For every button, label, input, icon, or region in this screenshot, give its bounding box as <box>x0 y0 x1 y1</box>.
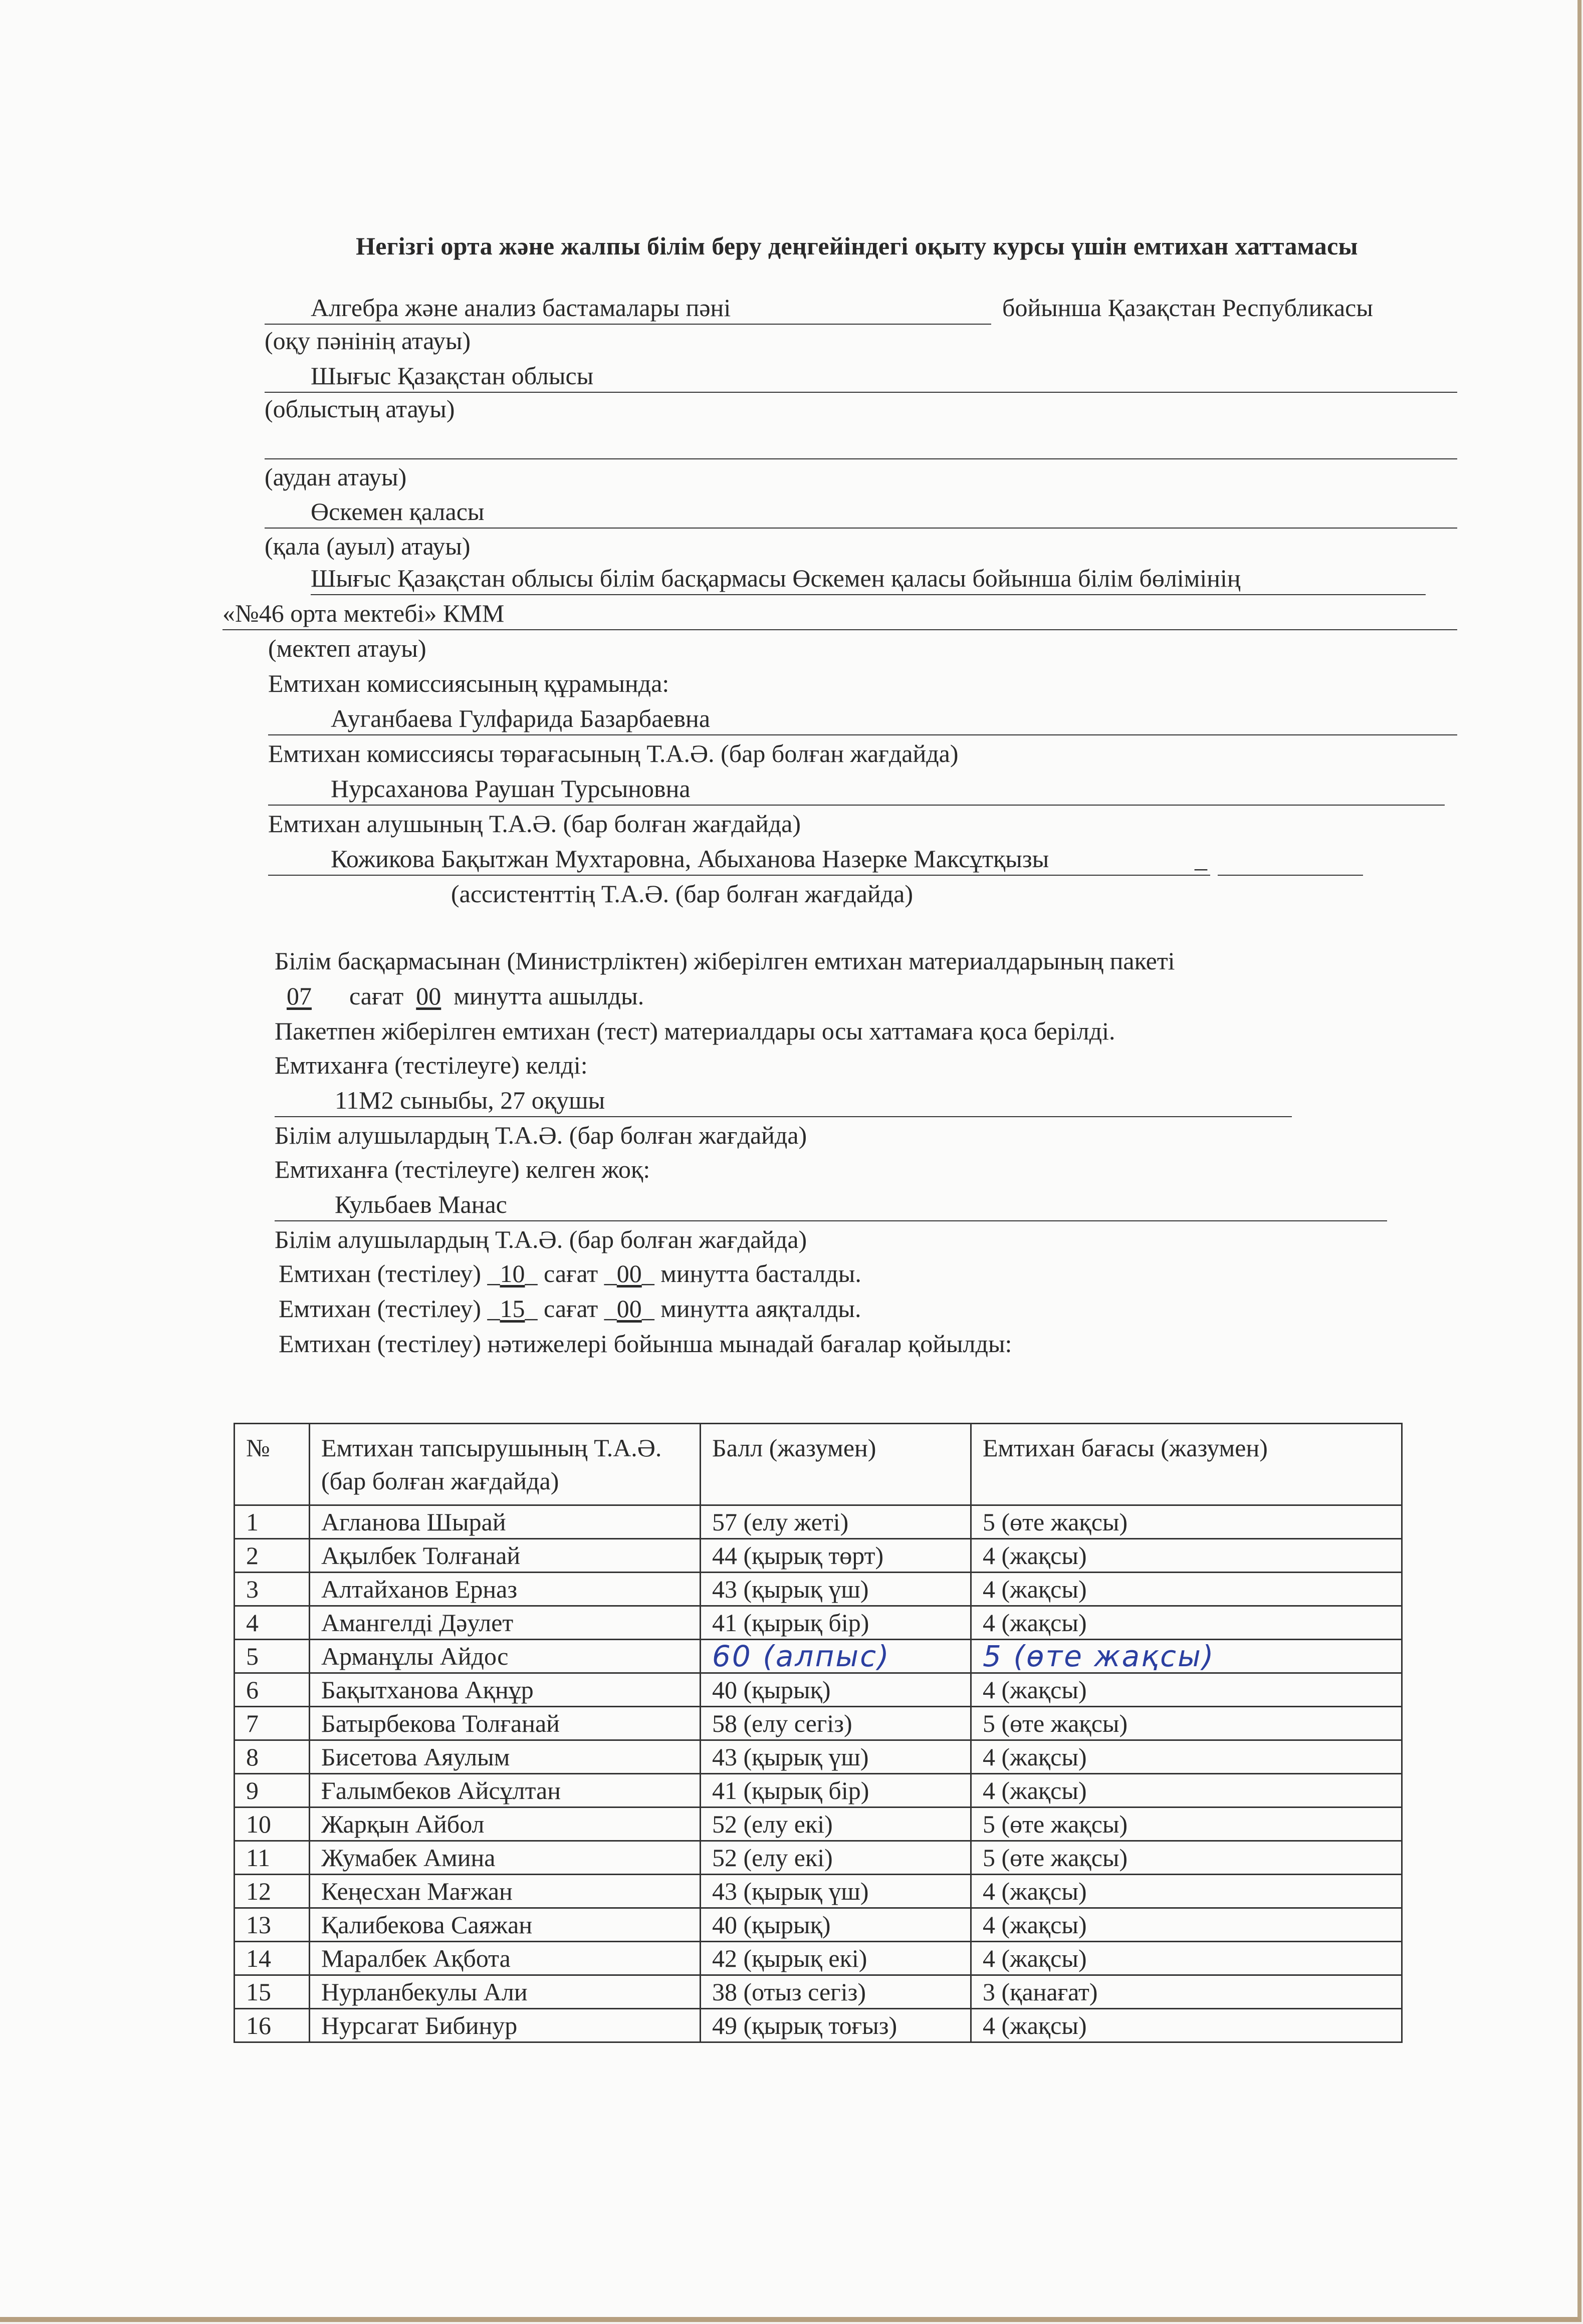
examiner-underline <box>268 805 1445 806</box>
score-cell: 43 (қырық үш) <box>701 1875 971 1908</box>
table-header-row <box>235 1424 1402 1505</box>
table-row <box>235 1640 1402 1673</box>
results-table <box>234 1423 1403 2043</box>
student-name: Қалибекова Саяжан <box>310 1908 701 1942</box>
score-cell: 49 (қырық тоғыз) <box>701 2009 971 2042</box>
header-name: Емтихан тапсырушының Т.А.Ә. (бар болған жағдайда) <box>310 1424 701 1505</box>
student-name: Бисетова Аяулым <box>310 1740 701 1774</box>
exam-start-hour: 10 <box>500 1259 525 1287</box>
score-cell: 42 (қырық екі) <box>701 1942 971 1975</box>
grade-cell: 5 (өте жақсы) <box>971 1505 1402 1539</box>
score-cell: 41 (қырық бір) <box>701 1606 971 1640</box>
region-underline <box>265 392 1457 393</box>
table-row <box>235 1908 1402 1942</box>
row-number: 12 <box>235 1875 310 1908</box>
score-cell: 41 (қырық бір) <box>701 1774 971 1807</box>
assistants-names: Кожикова Бақытжан Мухтаровна, Абыханова Назерке Максұтқызы <box>331 845 1049 873</box>
results-intro: Емтихан (тестілеу) нәтижелері бойынша мынадай бағалар қойылды: <box>279 1330 1012 1358</box>
student-name: Ғалымбеков Айсұлтан <box>310 1774 701 1807</box>
table-row <box>235 1774 1402 1807</box>
row-number: 10 <box>235 1807 310 1841</box>
school-underline-2 <box>222 629 1457 630</box>
package-hour: 07 <box>287 982 312 1010</box>
grade-cell: 4 (жақсы) <box>971 1740 1402 1774</box>
student-name: Бақытханова Ақнұр <box>310 1673 701 1707</box>
row-number: 2 <box>235 1539 310 1573</box>
city-value: Өскемен қаласы <box>311 497 485 526</box>
row-number: 4 <box>235 1606 310 1640</box>
table-row <box>235 1875 1402 1908</box>
attended-heading: Емтиханға (тестілеуге) келді: <box>275 1051 588 1079</box>
grade-cell: 4 (жақсы) <box>971 1774 1402 1807</box>
table-row <box>235 1539 1402 1573</box>
attended-caption: Білім алушылардың Т.А.Ә. (бар болған жағдайда) <box>275 1121 807 1149</box>
city-underline <box>265 528 1457 529</box>
score-cell: 40 (қырық) <box>701 1908 971 1942</box>
grade-cell-handwritten: 5 (өте жақсы) <box>971 1640 1402 1673</box>
score-cell: 43 (қырық үш) <box>701 1573 971 1606</box>
region-caption: (облыстың атауы) <box>265 395 455 423</box>
row-number: 7 <box>235 1707 310 1740</box>
grade-cell: 4 (жақсы) <box>971 1942 1402 1975</box>
grade-cell: 4 (жақсы) <box>971 2009 1402 2042</box>
row-number: 16 <box>235 2009 310 2042</box>
subject-caption: (оқу пәнінің атауы) <box>265 327 471 355</box>
subject-underline <box>265 324 991 325</box>
school-caption: (мектеп атауы) <box>268 634 426 662</box>
table-row <box>235 1807 1402 1841</box>
student-name: Кеңесхан Мағжан <box>310 1875 701 1908</box>
score-cell: 58 (елу сегіз) <box>701 1707 971 1740</box>
grade-cell: 4 (жақсы) <box>971 1573 1402 1606</box>
grade-cell: 5 (өте жақсы) <box>971 1707 1402 1740</box>
grade-cell: 4 (жақсы) <box>971 1539 1402 1573</box>
student-name: Агланова Шырай <box>310 1505 701 1539</box>
table-row <box>235 2009 1402 2042</box>
school-line-2: «№46 орта мектебі» КММ <box>222 599 505 627</box>
package-minute: 00 <box>416 982 441 1010</box>
district-underline <box>265 458 1457 459</box>
student-name: Алтайханов Ерназ <box>310 1573 701 1606</box>
exam-end-minute: 00 <box>616 1295 642 1323</box>
commission-heading: Емтихан комиссиясының құрамында: <box>268 669 669 697</box>
exam-start: Емтихан (тестілеу) _10_ сағат _00_ минутта басталды. <box>279 1259 861 1287</box>
score-cell: 40 (қырық) <box>701 1673 971 1707</box>
score-cell: 57 (елу жеті) <box>701 1505 971 1539</box>
header-grade: Емтихан бағасы (жазумен) <box>971 1424 1402 1505</box>
assistants-caption: (ассистенттің Т.А.Ә. (бар болған жағдайда) <box>451 880 913 908</box>
student-name: Нурсагат Бибинур <box>310 2009 701 2042</box>
grade-cell: 4 (жақсы) <box>971 1908 1402 1942</box>
grade-cell: 3 (қанағат) <box>971 1975 1402 2009</box>
exam-start-suffix: минутта басталды. <box>660 1259 861 1287</box>
attended-underline <box>275 1116 1292 1117</box>
grade-cell: 4 (жақсы) <box>971 1875 1402 1908</box>
exam-end: Емтихан (тестілеу) _15_ сағат _00_ минутта аяқталды. <box>279 1295 861 1323</box>
grade-cell: 4 (жақсы) <box>971 1606 1402 1640</box>
subject-value: Алгебра және анализ бастамалары пәні <box>311 294 731 322</box>
table-row <box>235 1573 1402 1606</box>
package-minute-word: минутта ашылды. <box>454 982 644 1010</box>
absent-caption: Білім алушылардың Т.А.Ә. (бар болған жағдайда) <box>275 1225 807 1253</box>
exam-start-prefix: Емтихан (тестілеу) <box>279 1259 482 1287</box>
exam-start-minute: 00 <box>616 1259 642 1287</box>
score-cell: 38 (отыз сегіз) <box>701 1975 971 2009</box>
student-name: Жарқын Айбол <box>310 1807 701 1841</box>
table-row <box>235 1942 1402 1975</box>
header-number: № <box>235 1424 310 1505</box>
row-number: 5 <box>235 1640 310 1673</box>
row-number: 9 <box>235 1774 310 1807</box>
row-number: 1 <box>235 1505 310 1539</box>
score-cell: 44 (қырық төрт) <box>701 1539 971 1573</box>
student-name: Маралбек Ақбота <box>310 1942 701 1975</box>
grade-cell: 4 (жақсы) <box>971 1673 1402 1707</box>
exam-end-prefix: Емтихан (тестілеу) <box>279 1295 482 1323</box>
table-row <box>235 1707 1402 1740</box>
chair-name: Ауганбаева Гулфарида Базарбаевна <box>331 704 711 732</box>
row-number: 3 <box>235 1573 310 1606</box>
package-time <box>287 981 644 1011</box>
row-number: 15 <box>235 1975 310 2009</box>
grade-cell: 5 (өте жақсы) <box>971 1807 1402 1841</box>
package-line: Білім басқармасынан (Министрліктен) жіберілген емтихан материалдарының пакеті <box>275 947 1175 975</box>
table-row <box>235 1505 1402 1539</box>
subject-suffix: бойынша Қазақстан Республикасы <box>1002 294 1373 322</box>
absent-heading: Емтиханға (тестілеуге) келген жоқ: <box>275 1155 650 1183</box>
table-row <box>235 1673 1402 1707</box>
student-name: Амангелді Дәулет <box>310 1606 701 1640</box>
score-cell-handwritten: 60 (алпыс) <box>701 1640 971 1673</box>
score-cell: 52 (елу екі) <box>701 1841 971 1875</box>
exam-end-hour: 15 <box>500 1295 525 1323</box>
table-row <box>235 1606 1402 1640</box>
row-number: 11 <box>235 1841 310 1875</box>
attached-note: Пакетпен жіберілген емтихан (тест) материалдары осы хаттамаға қоса берілді. <box>275 1017 1115 1045</box>
student-name: Нурланбекулы Али <box>310 1975 701 2009</box>
assistants-underline-tail <box>1218 875 1363 876</box>
student-name: Жумабек Амина <box>310 1841 701 1875</box>
table-row <box>235 1740 1402 1774</box>
student-name: Арманұлы Айдос <box>310 1640 701 1673</box>
region-value: Шығыс Қазақстан облысы <box>311 362 594 390</box>
examiner-caption: Емтихан алушының Т.А.Ә. (бар болған жағдайда) <box>268 810 801 838</box>
table-row <box>235 1975 1402 2009</box>
row-number: 13 <box>235 1908 310 1942</box>
attended-value: 11М2 сыныбы, 27 оқушы <box>335 1086 605 1114</box>
row-number: 8 <box>235 1740 310 1774</box>
package-hour-word: сағат <box>349 982 404 1010</box>
grade-cell: 5 (өте жақсы) <box>971 1841 1402 1875</box>
score-cell: 52 (елу екі) <box>701 1807 971 1841</box>
row-number: 6 <box>235 1673 310 1707</box>
header-score: Балл (жазумен) <box>701 1424 971 1505</box>
assistants-tail: _ <box>1195 845 1207 873</box>
school-line-1: Шығыс Қазақстан облысы білім басқармасы Өскемен қаласы бойынша білім бөлімінің <box>311 564 1241 592</box>
chair-caption: Емтихан комиссиясы төрағасының Т.А.Ә. (бар болған жағдайда) <box>268 739 959 767</box>
examiner-name: Нурсаханова Раушан Турсыновна <box>331 774 691 803</box>
score-cell: 43 (қырық үш) <box>701 1740 971 1774</box>
document-title: Негізгі орта және жалпы білім беру деңгейіндегі оқыту курсы үшін емтихан хаттамасы <box>356 232 1358 260</box>
exam-start-hour-word: сағат <box>544 1259 598 1287</box>
absent-value: Кульбаев Манас <box>335 1190 507 1218</box>
exam-end-suffix: минутта аяқталды. <box>660 1295 861 1323</box>
school-underline-1 <box>311 594 1426 595</box>
city-caption: (қала (ауыл) атауы) <box>265 532 471 560</box>
absent-underline <box>275 1220 1387 1221</box>
chair-underline <box>268 734 1457 735</box>
row-number: 14 <box>235 1942 310 1975</box>
student-name: Ақылбек Толғанай <box>310 1539 701 1573</box>
table-row <box>235 1841 1402 1875</box>
district-caption: (аудан атауы) <box>265 463 407 491</box>
exam-end-hour-word: сағат <box>544 1295 598 1323</box>
student-name: Батырбекова Толғанай <box>310 1707 701 1740</box>
assistants-underline <box>268 875 1210 876</box>
